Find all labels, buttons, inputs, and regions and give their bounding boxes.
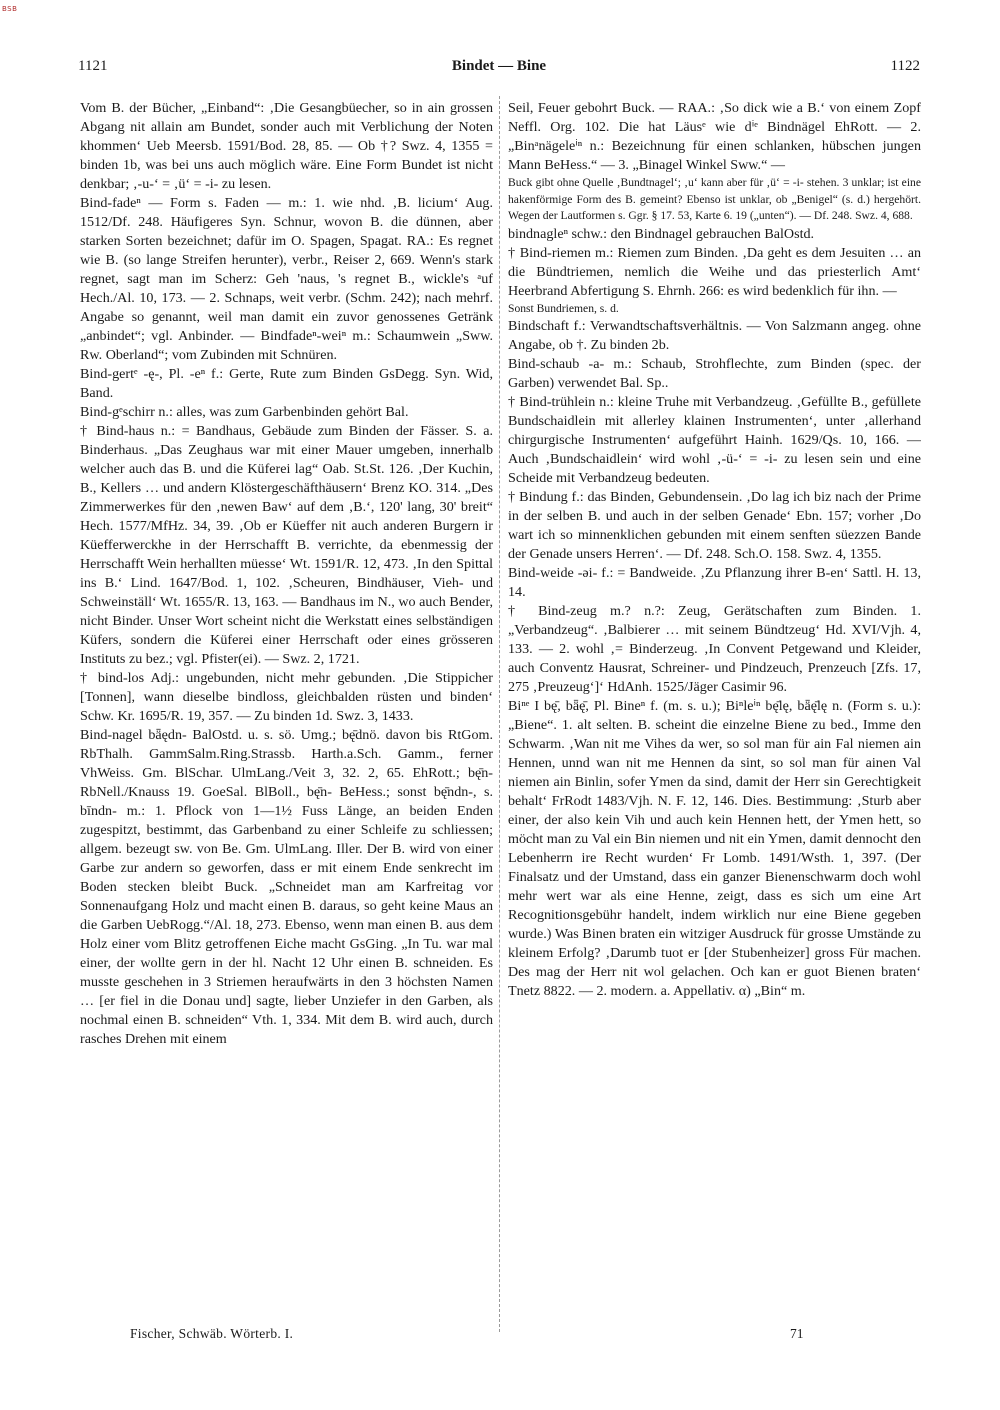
sheet-number: 71 <box>790 1326 804 1341</box>
page-number-right: 1122 <box>890 58 920 74</box>
page-number-left: 1121 <box>78 58 108 74</box>
dictionary-entry: Bind-gertᵉ -ę-, Pl. -eⁿ f.: Gerte, Rute zum Binden GsDegg. Syn. Wid, Band. <box>80 366 493 401</box>
dictionary-entry: † Bindung f.: das Binden, Gebundensein. ‚Do lag ich biz nach der Prime in der selben B. und auch in der selben Genade‘ Ebn. 157; vorher ‚Do wart ich so minnenklichen gebunden mit einem senften süezzen Bande der Genade unsers Herren‘. — Df. 248. Sch.O. 158. Swz. 4, 1355. <box>508 489 921 562</box>
dictionary-entry: † Bind-trühlein n.: kleine Truhe mit Verbandzeug. ‚Gefüllte B., gefüllete Bundschaidlein mit allerley klainen Instrumenten‘, unter ‚allerhand chirgurgische Instrumenten‘ aufgeführt Hainh. 1629/Qs. 10, 166. — Auch ‚Bundschaidlein‘ wird wohl ‚-ü-‘ = -i- zu lesen sein und eine Scheide mit Verbandzeug bedeuten. <box>508 394 921 486</box>
left-column <box>80 99 493 1327</box>
entry-note: Buck gibt ohne Quelle ‚Bundtnagel‘; ‚u‘ kann aber für ‚ü‘ = -i- stehen. 3 unklar; ist eine hakenförmige Form des B. gemeint? Ebenso ist unklar, ob „Benigel“ (s. d.) hergehört. Wegen der Lautformen s. Ggr. § 17. 53, Karte 6. 19 („unten“). — Df. 248. Swz. 4, 688. <box>508 176 921 222</box>
dictionary-entry: † Bind-riemen m.: Riemen zum Binden. ‚Da geht es dem Jesuiten … an die Bündtriemen, nemlich die Weihe und das priesterlich Amt‘ Heerbrand Abfertigung S. Ehrnh. 266: es wird bedenklich für ihn. — <box>508 244 921 299</box>
dictionary-entry: † Bind-haus n.: = Bandhaus, Gebäude zum Binden der Fässer. S. a. Binderhaus. „Das Zeughaus war mit einer Mauer umgeben, innerhalb welcher auch das B. und die Küferei lag“ Oab. St.St. 126. ‚Der Kuchin, B., Kellers … und andern Klöstergeschäfthäusern‘ Brenz KO. 314. „Des Zimmerwerkes für den ‚newen Baw‘ auf dem ‚B.‘, 120' lang, 30' breit“ Hech. 1577/MfHz. 34, 39. ‚Ob er Küeffer nit auch anderen Burgern ir Küefferwerckhe in der Herrschafft B. verrichte, da ebenmessig der Herrschafft Wein herhallten müesse‘ Wt. 1591/R. 12, 473. ‚In den Spittal ins B.‘ Lind. 1647/Bod. 1, 102. ‚Scheuren, Bindhäuser, Vieh- und Schweinställ‘ Wt. 1655/R. 13, 163. — Bandhaus im N., wo auch Bender, nicht Binder. Unser Wort scheint nicht die Werkstatt eines selbständigen Küfers, sondern die Küferei einer Herrschaft oder eines grösseren Instituts zu bez.; vgl. Pfister(ei). — Swz. 2, 1721. <box>80 423 493 667</box>
dictionary-entry: Bind-schaub -a- m.: Schaub, Strohflechte, zum Binden (spec. der Garben) verwendet Bal. Sp.. <box>508 356 921 391</box>
dictionary-entry: Bind-nagel bǟędn- BalOstd. u. s. sö. Umg.; bę̄dnö. davon bis RtGom. RbThalh. GammSalm.Ring.Strassb. Harth.a.Sch. Gamm., ferner VhWeiss. Gm. BlSchar. UlmLang./Veit 3, 32. 2, 65. EhRott.; bę̄n- RbNell./Knauss 19. GoeSal. BlBoll., bę̄n- BeHess.; sonst bę̄ndn-, s. bīndn- m.: 1. Pflock von 1—1½ Fuss Länge, an beiden Enden zugespitzt, bestimmt, das Garbenband zu einer Schleife zu schliessen; allgem. bezeugt sw. von Be. Gm. UlmLang. Iller. Der B. wird von einer Garbe zur andern so geworfen, dass er mit einem Ende senkrecht im Boden stecken bleibt Buck. „Schneidet man am Karfreitag vor Sonnenaufgang Holz und macht einen B. daraus, so geht keine Maus an die Garben UebRogg.“/Al. 18, 273. Ebenso, wenn man einen B. aus dem Holz einer vom Blitz getroffenen Eiche macht GsGing. „In Tu. war mal einer, der wollte gern in der hl. Nacht 12 Uhr einen B. schneiden. Es musste geschehen in 3 Striemen heraufwärts in den 3 höchsten Namen … [er fiel in die Donau und] sagte, lieber Unziefer in den Garben, als nochmal einen B. schneiden“ Vth. 1, 334. Mit dem B. wird auch, durch rasches Drehen mit einem <box>80 727 493 1047</box>
dictionary-entry: bindnagleⁿ schw.: den Bindnagel gebrauchen BalOstd. <box>508 225 815 242</box>
dictionary-entry: † Bind-zeug m.? n.?: Zeug, Gerätschaften zum Binden. 1. „Verbandzeug“. ‚Balbierer … mit seinem Bündtzeug‘ Hd. XVI/Vjh. 4, 133. — 2. wohl ‚= Binderzeug. ‚In Convent Petgewand und Kleider, auch Conventz Hausrat, Schreiner- und Pindzeuch, Prenzeuch [Zfs. 17, 275 ‚Preuzeug‘]‘ HdAnh. 1525/Jäger Casimir 96. <box>508 603 921 695</box>
dictionary-entry: † bind-los Adj.: ungebunden, nicht mehr gebunden. ‚Die Stippicher [Tonnen], wann dieselbe bindloss, gleichbalden rüsten und binden‘ Schw. Kr. 1695/R. 19, 357. — Zu binden 1d. Swz. 3, 1433. <box>80 670 493 724</box>
dictionary-entry: Bind-fadeⁿ — Form s. Faden — m.: 1. wie nhd. ‚B. licium‘ Aug. 1512/Df. 248. Häufigeres Syn. Schnur, wovon B. die dünnen, aber starken Sorten bezeichnet; dafür im O. Spagen, Spagat. RA.: Es regnet wie B. (so lange Streifen herunter), verbr., Reiser 2, 669. Wenn's stark regnet, sagt man im Scherz: Geh 'naus, 's regnet B., wickle's ᵃuf Hech./Al. 10, 173. — 2. Schnaps, weit verbr. (Schm. 242); nach mehrf. Angabe so genannt, weil man damit ein zuvor genossenes Getränk „anbindet“; vgl. Anbinder. — Bindfadeⁿ-weiⁿ m.: Schaumwein „Sww. Rw. Oberland“; vom Zubinden mit Schnüren. <box>80 195 493 363</box>
dictionary-entry: Bindschaft f.: Verwandtschaftsverhältnis. — Von Salzmann angeg. ohne Angabe, ob †. Zu binden 2b. <box>508 318 921 353</box>
dictionary-entry: Bind-weide -əi- f.: = Bandweide. ‚Zu Pflanzung ihrer B-en‘ Sattl. H. 13, 14. <box>508 565 921 600</box>
dictionary-entry: Bind-gᵉschirr n.: alles, was zum Garbenbinden gehört Bal. <box>80 404 409 420</box>
column-divider <box>499 96 500 1332</box>
dictionary-entry: Vom B. der Bücher, „Einband“: ‚Die Gesangbüecher, so in ain grossen Abgang nit allain am Bundet, sonder auch mit Verblichung der Noten khommen‘ Ueb Meersb. 1591/Bod. 28, 85. — Ob †? Swz. 4, 1355 = binden 1b, was bei uns auch möglich wäre. Eine Form Bundet ist nicht denkbar; ‚-u-‘ = ‚ü‘ = -i- zu lesen. <box>80 100 493 192</box>
page-footer <box>130 1326 972 1346</box>
dictionary-entry: Biⁿᵉ I bę̄, bǟę̄, Pl. Bineⁿ f. (m. s. u.); Biⁿleⁱⁿ bę̄lę, bǟę̄lę n. (Form s. u.): „Biene“. 1. alt selten. B. scheint die einzelne Biene zu bed., Imme den Schwarm. ‚Wan nit me Vihes da wer, so sol man für ain Fal niemen ain Hennen, unnd wan nit me Hennen da sint, so sol man für ainen Val niemen ain Binlin, sofer Ymen da sind, damit der Herr sin Gerechtigkeit behalt‘ FrRodt 1483/Vjh. N. F. 12, 146. Dies. Bestimmung: ‚Sturb aber einer, der also kein Vih und auch kein Hennen hett, der Ymen hett, so möcht man zu Val ein Bin niemen und nit ein Ymen, damit dennocht den Lebenherrn ire Recht wurden‘ Fr Lomb. 1491/Wsth. 1, 397. (Der Finalsatz und der Umstand, dass ein ganzer Bienenschwarm doch wohl mehr wert war als eine Henne, zeigt, dass es sich um eine Art Recognitionsgebühr handelt, indem wirklich nur eine Biene gegeben wurde.) Was Binen braten ein witziger Ausdruck für grosse Umstände zu kleinem Erfolg? ‚Darumb tuot er [der Stubenheizer] gross Für machen. Des mag der Herr nit wol gelachen. Och kan er guot Bienen braten‘ Tnetz 8822. — 2. modern. a. Appellativ. α) „Bin“ m. <box>508 698 921 999</box>
entry-note: Sonst Bundriemen, s. d. <box>508 301 619 315</box>
library-stamp: BSB <box>2 5 18 13</box>
page-header <box>78 58 920 82</box>
running-title: Bindet — Bine <box>451 58 547 74</box>
book-signature: Fischer, Schwäb. Wörterb. I. <box>130 1326 294 1341</box>
right-column <box>508 99 921 1327</box>
dictionary-entry: Seil, Feuer gebohrt Buck. — RAA.: ‚So dick wie a B.‘ von einem Zopf Neffl. Org. 102. Die hat Läusᵉ wie dⁱᵉ Bindnägel EhRott. — 2. „Binᵃnägeleⁱⁿ n.: Bezeichnung für einen schlanken, hübschen jungen Mann BeHess.“ — 3. „Binagel Winkel Sww.“ — <box>508 100 921 173</box>
